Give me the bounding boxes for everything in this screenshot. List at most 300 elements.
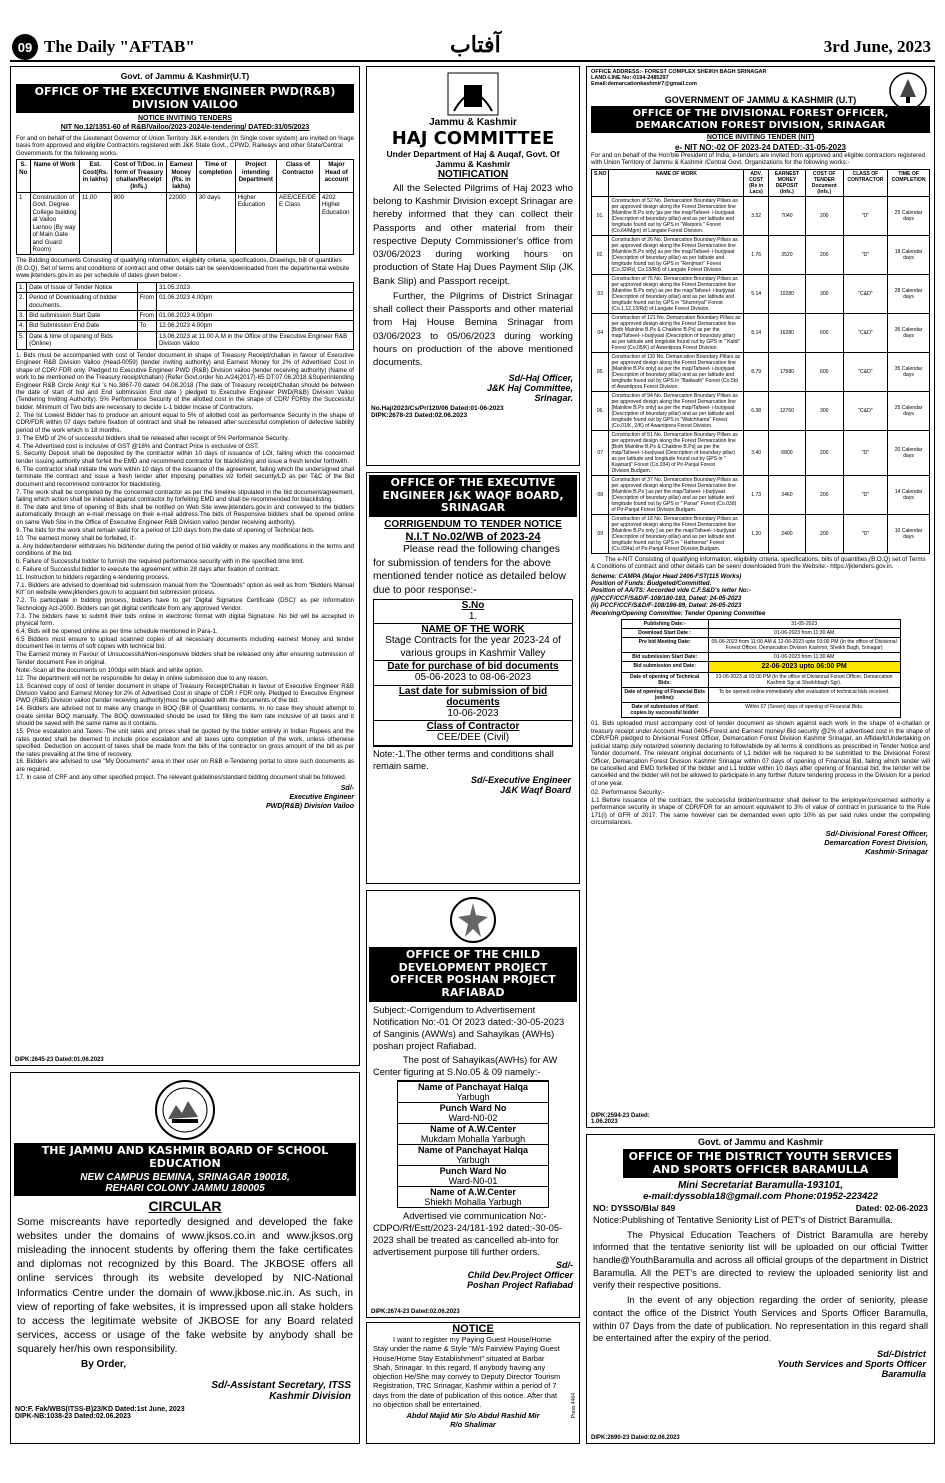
table-cell: 5. xyxy=(17,331,27,349)
waqf-row-label: S.No xyxy=(461,599,485,611)
table-row xyxy=(592,391,930,430)
table-cell: "D" xyxy=(843,475,888,514)
pg-notice-sign-name: Abdul Majid Mir S/o Abdul Rashid Mir xyxy=(406,1411,540,1420)
forest-sign-division: Demarcation Forest Division, xyxy=(824,837,928,847)
table-cell: 31.05.2023 xyxy=(156,282,353,292)
forest-addr-2: LAND-LINE No:-0194-2485297 xyxy=(591,75,669,81)
table-cell: 8.14 xyxy=(744,313,769,352)
table-cell xyxy=(137,331,156,349)
cdpo-corrigendum xyxy=(366,890,580,1318)
table-cell: 22000 xyxy=(166,192,196,255)
cdpo-row-label: Punch Ward No xyxy=(398,1102,548,1113)
table-cell: 01.06.2023 4.00pm xyxy=(156,293,353,311)
pwd-notice-heading: NOTICE INVITING TENDERS xyxy=(137,115,233,123)
table-header-cell: Project intending Department xyxy=(235,160,276,193)
table-cell: Construction of 26 No. Demarcation Boundary Pillars as per approved design along the Forest Demarcation line [Mainline B.Ps only] as per the map/Tafseel- i-burjiyaat (Description of boundary pillar) as per latitude and longitude found out by GPS in "Renjmarr" Forest (Co.32/Rd, Co.13/Rd) of Langate Forest Division. xyxy=(609,235,744,274)
haj-notification xyxy=(366,66,580,466)
forest-c11: 1.1 Before issuance of the contract, the successful bidder/contractor shall deliver to the employer/concerned authority a performance security in shape of CDR/FDR for an amount equivalent to 3% of value of contract in pursuance to the Rule 171(i) of GFR of 2017. The same however can be demanded even upto 10% as per said rules under the compelling circumstances. xyxy=(591,796,930,827)
haj-ref: No.Haj/2023/Cs/Pr/120/06 Dated:01-06-2023 xyxy=(371,405,504,413)
table-row xyxy=(17,331,354,349)
cdpo-p2: Advertised vie communication No:-CDPO/Rf/Estt/2023-24/181-192 dated:-30-05-2023 shall be treated as cancelled ab-into for advertisement purpose till further orders. xyxy=(373,1211,563,1258)
waqf-details-table xyxy=(373,599,573,747)
forest-sign-city: Kashmir-Srinagar xyxy=(865,846,928,856)
condition-item: 13. Scanned copy of cost of tender document in shape of Treasury Receipt/Challan in favour of Executive Engineer R&B Division Vailoo and Earnest Money for 2% of Advertised Cost in shape of CDR / FDR only. Pledged to Executive Engineer PWD (R&B) Division vailoo (tender receiving authority)must be uploaded with the documents of the bid. xyxy=(16,682,354,705)
condition-item: c. Failure of Successful bidder to execute the agreement within 28 days after fixation of contract. xyxy=(16,566,280,574)
table-cell: "D" xyxy=(843,430,888,475)
table-header-cell: Time of completion xyxy=(196,160,235,193)
cdpo-row-value: Ward-N0-01 xyxy=(448,1176,498,1187)
cdpo-row-value: Yarbugh xyxy=(456,1155,490,1166)
haj-sign-committee: J&K Haj Committee, xyxy=(486,383,573,394)
forest-c01: 01. Bids uploaded must accompany cost of tender document as shown against each work in the shape of e-challan or treasury receipt under Account Head 0406-Forest and Earnest money/ Bid security @2% of advertised cost in the shape of CDR/FDR pledged to Divisional Forest Officer, Demarcation Forest Division Kashmir Srinagar, an Affidavit/Undertaking on judicial stamp duly notarized solemnly declaring to follow/abide by all terms & conditions as prescribed in Tender Notice and Tender document. The relevant original documents of L1 bidder will be required to be submitted to the Divisional Forest Officer, Demarcation Forest Division Kashmir Srinagar within 07 days of opening of Financial Bid, failing which tender will be cancelled and EMD forfeited of the bidder and L1 bidder within 10 days after opening of financial bid, the tender will be cancelled and the bidder will not be allowed to participate in any further /future tendering process in the Division for a period of one year. xyxy=(591,720,930,787)
pg-notice-title: NOTICE xyxy=(452,1323,494,1335)
table-cell: Pre bid Meeting Date: xyxy=(621,638,708,653)
jkbose-ref: NO:F. Fak/WBS(ITSS-B)23/KD Dated:1st June, 2023 xyxy=(15,1405,185,1413)
table-row xyxy=(17,311,354,321)
table-cell: Construction of 37 No. Demarcation Boundary Pillars as per approved design along the Forest Demarcation line [Mainline B.Ps ] as per the map/Tafseel- i-burjiyaat (Description of boundary pillar) and as per latitude and longitude found out by GPS in " Panar" Forest (Co.03d) of Pir-Panjal Forest Division,Budgam. xyxy=(609,475,744,514)
table-cell: 12760 xyxy=(769,391,806,430)
dyss-gov: Govt. of Jammu and Kashmir xyxy=(697,1137,824,1147)
cdpo-row-label: Punch Ward No xyxy=(398,1165,548,1176)
condition-item: 3. The EMD of 2% of successful bidders shall be released after receipt of 5% Performance Security. xyxy=(16,434,289,442)
waqf-row-value: 1. xyxy=(374,611,572,625)
table-cell: 8.79 xyxy=(744,352,769,391)
table-cell: 3520 xyxy=(769,235,806,274)
table-cell: "D" xyxy=(843,196,888,235)
pg-notice-body: I want to register my Paying Guest House/Home Stay under the name & Style "M/s Fairview Paying Guest House/Home Stay Establishment" situated at Barbar Shah, Srinagar. In this regard, If anybody having any objection He/She may convey to Deputy Director Tourism Registration, TRC Srinagar, Kashmir within a period of 7 days from the date of publication of this notice. After that no objection shall be entertained. xyxy=(373,1335,561,1409)
table-cell: Construction of 51 No. Demarcation Boundary Pillars as per approved design along the Forest Demarcation line [Both Mainline B.Ps & Chakline B.Ps] as per the map/Tafseel- i-burjiyaat (Description of boundary pillar) as per latitude and longitude found out by GPS in " Kawnarji" Forest (Co.034) of Pir-Panjal Forest Division,Budgam. xyxy=(609,430,744,475)
table-cell: 7040 xyxy=(769,196,806,235)
table-cell: 200 xyxy=(805,475,843,514)
table-cell: Bid submission Start Date: xyxy=(621,653,708,662)
table-cell: 01-06-2023 from 11:30 AM xyxy=(708,629,900,638)
table-cell: Construction of 18 No. Demarcation Boundary Pillars as per approved design along the Forest Demarcation line [Mainline B.Ps only ] as per the map/Tafseel- i-burjiyaat (Description of boundary pillar) and as per latitude and longitude found out by GPS in " Hathornar" Forest (Co.034a) of Pir-Panjal Forest Division,Budgam. xyxy=(609,514,744,553)
waqf-corrigendum xyxy=(366,472,580,884)
table-cell: 3460 xyxy=(769,475,806,514)
cdpo-sign-title: Child Dev.Project Officer xyxy=(467,1270,573,1281)
table-cell: 4. xyxy=(17,321,27,331)
masthead xyxy=(10,34,935,62)
pwd-tender-ad xyxy=(10,66,360,1066)
forest-dept-seal-icon xyxy=(888,71,928,111)
table-cell: "C&D" xyxy=(843,313,888,352)
condition-item: 5. Security Deposit shall be deposited by the contractor within 10 days of issuance of LOI, failing which the concerned tender issuing authority shall forfeit the EMD and recommend contractor for blacklisting and issue a fresh tender forthwith. xyxy=(16,450,354,465)
table-cell: 02. xyxy=(592,235,609,274)
condition-item: 6. The contractor shall initiate the work within 10 days of the issuance of the agreement, failing which the undersigned shall terminate the contract and issue a fresh tender after imposing penalties viz forfeit security/LD as per T&C of the Bid document and recommend contractor for blacklisting. xyxy=(16,465,354,488)
table-cell: 10280 xyxy=(769,274,806,313)
forest-dipk: DIPK:2594-23 Dated: 1.06.2023 xyxy=(591,1113,650,1125)
table-header-cell: EARNEST MONEY DEPOSIT (Infs.) xyxy=(769,169,806,196)
table-cell: 1.76 xyxy=(744,235,769,274)
table-cell: 06. xyxy=(592,391,609,430)
condition-item: 12. The department will not be responsible for delay in online submission due to any reason. xyxy=(16,674,269,682)
table-cell: Date of Issue of Tender Notice xyxy=(27,282,137,292)
condition-item: 14. Bidders are advised not to make any change in BOQ (Bill of Quantities) contents. In no case they should attempt to create similar BOQ manually. The BOQ downloaded should be used for filling the item rate inclusive of all taxes and it should be saved with the same name as it contains. xyxy=(16,705,354,728)
table-row xyxy=(592,352,930,391)
haj-sub: Under Department of Haj & Auqaf, Govt. Of Jammu & Kashmir xyxy=(386,149,560,169)
dyss-p1: The Physical Education Teachers of District Baramulla are hereby informed that the tentative seniority list will be uploaded on our official Twitter handle@YouthBaramulla and across all official groups of the department in District Baramulla. All the PET's are directed to review the uploaded seniority list and verify their respective positions. xyxy=(593,1229,928,1291)
table-cell: 1. xyxy=(17,282,27,292)
forest-gov: GOVERNMENT OF JAMMU & KASHMIR (U.T) xyxy=(664,95,857,105)
table-cell: Publishing Date:- xyxy=(621,620,708,629)
table-cell: 6800 xyxy=(769,430,806,475)
haj-sign-officer: Sd/-Haj Officer, xyxy=(508,373,573,384)
jkbose-sign-title: Sd/-Assistant Secretary, ITSS xyxy=(211,1379,351,1391)
forest-addr-1: OFFICE ADDRESS:- FOREST COMPLEX SHEIKH BAGH SRINAGAR xyxy=(591,69,767,75)
cdpo-row-value: Ward-N0-02 xyxy=(448,1113,498,1124)
table-row xyxy=(592,196,930,235)
jkbose-addr2: REHARI COLONY JAMMU 180005 xyxy=(105,1183,265,1195)
forest-addr-3: Email:demarcationkashmir7@gmail.com xyxy=(591,81,697,87)
waqf-sign-title: Sd/-Executive Engineer xyxy=(470,774,571,785)
table-cell: Within 07 (Seven) days of opening of Financial Bids. xyxy=(708,703,900,718)
table-cell: 300 xyxy=(805,274,843,313)
pwd-conditions xyxy=(16,352,354,782)
table-cell: 04 xyxy=(592,313,609,352)
cdpo-row-value: Shiekh Mohalla Yarbugh xyxy=(424,1197,522,1208)
pwd-sign-division: PWD(R&B) Division Vailoo xyxy=(265,802,354,810)
table-cell: To be opened online immediately after evaluation of technical bids received. xyxy=(708,688,900,703)
table-cell: From xyxy=(137,311,156,321)
jkbose-dipk: DIPK-NB:1038-23 Dated:02.06.2023 xyxy=(15,1412,131,1420)
condition-item: 4. The Advertised cost is inclusive of GST @18% and Contract Price is exclusive of GST. xyxy=(16,442,259,450)
table-cell: Bid submission Start Date xyxy=(27,311,137,321)
table-cell: "C&D" xyxy=(843,391,888,430)
pwd-sign-title: Executive Engineer xyxy=(289,794,354,802)
pwd-schedule-intro: The Bidding documents Consisting of qualifying information, eligibility criteria, specifications, Drawings, bill of quantities (B.O.Q), Set of terms and conditions of contract and other details can be seen/downloaded from the departmental website www.jktenders.gov.in as per schedule of dates given below:- xyxy=(16,257,350,280)
table-cell: Construction of 76 No. Demarcation Boundary Pillars as per approved design along the Forest Demarcation line (Mainline B.Ps only) as per the map/Tafseel- i-burjiyaat (Description of boundary pillar) and as per latitude and longitude found out by GPS in "Shumriyal" Forest (Co.1,12,13/Rd) of Langate Forest Division. xyxy=(609,274,744,313)
waqf-row-value: 10-06-2023 xyxy=(374,708,572,722)
condition-item: a. Any bidder/tenderer withdraws his bid/tender during the period of bid validity or makes any modifications in the terms and conditions of the bid. xyxy=(16,542,354,558)
dyss-ref-no: NO: DYSSO/Bla/ 849 xyxy=(593,1203,676,1214)
condition-item: 9. The bids for the work shall remain valid for a period of 120 days from the date of opening of Technical bids. xyxy=(16,526,315,534)
haj-committee-logo-icon xyxy=(446,71,500,117)
table-row xyxy=(592,514,930,553)
table-cell: 35 Calendar days xyxy=(888,352,930,391)
pwd-dipk: DIPK:2645-23 Dated:01.06.2023 xyxy=(15,1057,104,1063)
haj-dipk: DIPK:2678-23 Dated:02.06.2023 xyxy=(371,412,468,420)
table-row xyxy=(621,688,900,703)
table-cell: 05. xyxy=(592,352,609,391)
jkbose-seal-icon xyxy=(154,1079,216,1141)
table-header-cell: Cost of T/Doc. in form of Treasury challan/Receipt (Infs.) xyxy=(111,160,166,193)
table-cell: 09 xyxy=(592,514,609,553)
table-cell xyxy=(137,282,156,292)
table-cell: 12.06.2023 4.00pm xyxy=(156,321,353,331)
table-cell: 600 xyxy=(805,313,843,352)
table-row xyxy=(592,274,930,313)
pg-notice-side-label: Press 4464 xyxy=(571,1393,577,1419)
table-cell: Construction of 121 No. Demarcation Boundary Pillars as per approved design along the Forest Demarcation line [Both Mainline B.Ps & Chakline B.Ps] as per the map/Tafseel- i-burjiyaat (Description of boundary pillar) as per latitude and longitude found out by GPS in " Kahil" Forest (Co.05/K) of Awantipora Forest Division. xyxy=(609,313,744,352)
table-row xyxy=(621,620,900,629)
table-cell: 01-06-2023 from 11:30 AM xyxy=(708,653,900,662)
issue-date: 3rd June, 2023 xyxy=(823,37,931,56)
table-cell: 17580 xyxy=(769,352,806,391)
table-cell: 1.73 xyxy=(744,475,769,514)
cdpo-subject: Subject:-Corrigendum to Advertisement Notification No:-01 Of 2023 dated:-30-05-2023 of Sanginis (AWWs) and Sahayikas (AWHs) poshan project Rafiabad. xyxy=(373,1004,565,1051)
table-cell: 6.38 xyxy=(744,391,769,430)
table-cell: Construction of 94 No. Demarcation Boundary Pillars as per approved design along the Forest Demarcation line [Mainline B.Ps only] as per the map/Tafseel- i-burjiyaat (Description of boundary pillar) and as per latitude and longitude found out by GPS in "Watchhama" Forest (Co.01/K, 2/K) of Awantipora Forest Division. xyxy=(609,391,744,430)
table-row xyxy=(621,703,900,718)
condition-item: 16. Bidders are advised to use "My Documents" area in their user on R&B e-Tendering portal to store such documents as are required. xyxy=(16,758,354,773)
table-row xyxy=(621,629,900,638)
table-cell: Download Start Date : xyxy=(621,629,708,638)
table-cell: 3.52 xyxy=(744,196,769,235)
condition-item: 2. The Ist Lowest Bidder has to produce an amount equal to 5% of allotted cost as performance Security in the shape of CDR/FDR within 07 days before fixation of contract and shall be released after successful completion of defective liability period of the work which is 18 months. xyxy=(16,411,354,434)
condition-item: 10. The earnest money shall be forfeited, if:- xyxy=(16,534,137,542)
table-cell: 08 xyxy=(592,475,609,514)
waqf-row-value: 05-06-2023 to 08-06-2023 xyxy=(374,672,572,686)
table-header-cell: Class of Contractor xyxy=(276,160,319,193)
dyss-notice: Notice:Publishing of Tentative Seniority List of PET's of District Baramulla. xyxy=(593,1215,893,1226)
cdpo-row-label: Name of A.W.Center xyxy=(398,1186,548,1197)
table-cell: "D" xyxy=(843,514,888,553)
table-header-cell: Major Head of account xyxy=(319,160,353,193)
jkbose-addr1: NEW CAMPUS BEMINA, SRINAGAR 190018, xyxy=(80,1172,290,1184)
cdpo-p1: The post of Sahayikas(AWHs) for AW Center figuring at S.No.05 & 09 namely:- xyxy=(373,1054,558,1077)
dyss-date: Dated: 02-06-2023 xyxy=(855,1203,928,1214)
table-cell: 05-06-2023 from 11:00 AM & 12-06-2023 upto 03:00 PM (In the office of Divisional Forest Officer, Demarcation Division Kashmir, Sheikh Bagh, Srinagar) xyxy=(708,638,900,653)
newspaper-logo: آفتاب xyxy=(450,32,501,58)
forest-position: Position of Funds: Budgeted/Committed. xyxy=(591,579,712,587)
condition-item: 7.3. The bidders have to submit their bids online in electronic format with digital Signature. No bid will be accepted in physical form. xyxy=(16,612,354,628)
table-header-cell: Est. Cost(Rs. in lakhs) xyxy=(79,160,111,193)
table-row xyxy=(17,282,354,292)
table-row xyxy=(621,662,900,673)
table-cell: 20 Calendar days xyxy=(888,430,930,475)
table-header-cell: S.NO xyxy=(592,169,609,196)
condition-item: Note:-Scan all the documents on 100dpi with black and white option. xyxy=(16,666,204,674)
table-cell: 14 Calendar days xyxy=(888,475,930,514)
forest-c02: 02. Performance Security:- xyxy=(591,789,665,797)
condition-item: The Earnest money in Favour of Unsuccessful/Non-responsive bidders shall be released only after ensuring submission of Tender document Fee in original. xyxy=(16,651,354,666)
waqf-row-label: Last date for submission of bid documents xyxy=(398,685,548,708)
cdpo-center-table xyxy=(397,1080,549,1208)
condition-item: 6.4. Bids will be opened online as per time schedule mentioned in Para-1. xyxy=(16,628,218,636)
table-cell: Higher Education xyxy=(235,192,276,255)
dyss-contact: e-mail:dyssobla18@gmail.com Phone:01952-223422 xyxy=(643,1191,878,1203)
condition-item: 17. In case of CRF and any other specified project. The relevant guidelines/standard bidding document shall be followed. xyxy=(16,773,347,781)
condition-item: 11. Instruction to bidders regarding e-tendering process. xyxy=(16,573,170,581)
table-cell: Period of Downloading of bidder documents. xyxy=(27,293,137,311)
condition-item: 1. Bids must be accompanied with cost of Tender document in shape of Treasury Receipt/challan in favour of Executive Engineer R&B Division Vailoo (Head-0059) (tender inviting authority) and Earnest Money for 2% of Advertised Cost in shape of CDR/ FDR only. Pledged to Executive Engineer PWD (R&B) Division vailoo (tender receiving authority) (Name of work to be mentioned on the Treasury receipt/challan) (Refer Govt.order No.A/24(2017)-65 DT:07.06.2018 &Superintending Engineer R&B Circle Anig/ Kul 's No.3867-70 dated: 04.08.2018 (The date of Treasury receipt/Challan should be between the date of start of bid and End submission End date ) pledged to Executive Engineer PWD(R&B) Division Vailoo (Tendering Inviting Authority). 5% Performance Security of the allotted cost in the shape of CDR/ FDRby the Successful bidder. Minimum of Two bids are necessary to decide L-1 bidder incase of Contractors. xyxy=(16,351,354,411)
table-cell: 200 xyxy=(805,235,843,274)
table-cell: 25 Calendar days xyxy=(888,196,930,235)
cdpo-row-label: Name of Panchayat Halqa xyxy=(398,1144,548,1155)
waqf-corr: CORRIGENDUM TO TENDER NOTICE xyxy=(384,518,562,530)
dyss-sign-title: Youth Services and Sports Officer xyxy=(777,1358,926,1369)
condition-item: 7. The work shall be completed by the concerned contractor as per the timeline stipulated in the bid document/agreement, failing which action shall be initiated against contractor by forfeiting EMD and shall be recommended for blacklisting. xyxy=(16,488,354,504)
table-cell: 25 Calendar days xyxy=(888,391,930,430)
cdpo-title: OFFICE OF THE CHILD DEVELOPMENT PROJECT OFFICER POSHAN PROJECT RAFIABAD xyxy=(369,947,577,1002)
table-cell: "C&D" xyxy=(843,352,888,391)
pwd-office-banner: OFFICE OF THE EXECUTIVE ENGINEER PWD(R&B) DIVISION VAILOO xyxy=(16,84,354,113)
table-cell: Construction of Govt. Degree College building at Vailoo Larnoo (By way of Main Gate and Guard Room) xyxy=(30,192,79,255)
dyss-title: OFFICE OF THE DISTRICT YOUTH SERVICES AND SPORTS OFFICER BARAMULLA xyxy=(623,1149,898,1178)
dyss-addr: Mini Secretariat Baramulla-193101, xyxy=(677,1180,844,1192)
jkbose-sign-div: Kashmir Division xyxy=(269,1390,351,1402)
forest-aa1: (i)PCCF/CCF/S&D/F-108/180-183, Dated: 24-05-2023 xyxy=(591,594,742,602)
forest-title: OFFICE OF THE DIVISIONAL FOREST OFFICER, DEMARCATION FOREST DIVISION, SRINAGAR xyxy=(591,106,930,133)
condition-item: 7.2. To participate in bidding process, bidders have to get 'Digital Signature Certificate (DSC)' as per Information Technology Act-2000. Bidders can get digital certificate from any approved Vendor. xyxy=(16,597,354,612)
haj-sign-city: Srinagar. xyxy=(534,393,573,404)
table-cell: Date & time of opening of Bids (Online) xyxy=(27,331,137,349)
condition-item: 15. Price escalation and Taxes:-The unit rates and prices shall be quoted by the bidder entirely in Indian Rupees and the rates quoted shall be deemed to include price escalation and all taxes upto completion of the work, unless otherwise specified. Deduction on account of taxes shall be made from the bills of the contractor on gross amount of the bill as per the rates prevailing at the time of recovery. xyxy=(16,728,354,758)
table-cell: 01.06.2023 4.00pm xyxy=(156,311,353,321)
jkbose-heading: CIRCULAR xyxy=(148,1198,222,1215)
haj-p1: All the Selected Pilgrims of Haj 2023 who belong to Kashmir Division except Srinagar are hereby informed that they can collect their Passports and other material from their respective Deputy Commissioner's office from 03/06/2023 during working hours on production of State Haj Dues Payment Slip (JK Bank Slip) and Passport receipt. xyxy=(373,183,573,287)
table-header-cell: CLASS OF CONTRACTOR xyxy=(843,169,888,196)
condition-item: 7.1. Bidders are advised to download bid submission manual from the "Downloads" option as well as from "Bidders Manual Kit" on website www.jktenders.gov.in to acquaint bid submission process. xyxy=(16,581,354,597)
forest-after: The e-NIT Consisting of qualifying information, eligibility criteria, specifications, bills of quantities,(B.O.Q) set of Terms & Conditions of contract and other details can be seen/ downloaded from the Website:- https://jktenders.gov.in. xyxy=(591,555,926,571)
cdpo-row-value: Mukdam Mohalla Yarbugh xyxy=(420,1134,526,1145)
pwd-gov: Govt. of Jammu & Kashmir(U.T) xyxy=(120,71,250,81)
waqf-row-label: Class of Contractor xyxy=(426,721,520,733)
table-cell: Bid submission end Date: xyxy=(621,662,708,673)
table-cell: 2400 xyxy=(769,514,806,553)
pwd-nit: NIT No.12/1351-60 of R&B/Vailoo/2023-2024/e-tendering/ DATED:31/05/2023 xyxy=(60,124,310,132)
pg-notice-sign-addr: R/o Shalimar xyxy=(450,1420,496,1429)
forest-aats: Position of AA/TS: Accorded vide C.F.S&D's letter No:- xyxy=(591,587,751,595)
forest-aa2: (ii) PCCF/CCF/S&D/F-108/186-89, Dated: 26-05-2023 xyxy=(591,602,742,610)
table-row xyxy=(592,235,930,274)
table-cell: 300 xyxy=(805,391,843,430)
waqf-note: Note:-1.The other terms and conditions shall remain same. xyxy=(373,748,554,771)
forest-works-table xyxy=(591,169,930,554)
cdpo-row-value: Yarbugh xyxy=(456,1092,490,1103)
table-cell: 4202 Higher Education xyxy=(319,192,353,255)
table-header-cell: S. No xyxy=(17,160,31,193)
table-header-cell: Earnest Money (Rs. in lakhs) xyxy=(166,160,196,193)
cdpo-row-label: Name of A.W.Center xyxy=(398,1123,548,1134)
dyss-sign-sd: Sd/-District xyxy=(876,1348,926,1359)
dyss-p2: In the event of any objection regarding the order of seniority, please contact the office of the District Youth Services and Sports Officer Baramulla, within 07 Days from the date of publication. No representation in this regard shall be entertained after the expiry of the period. xyxy=(593,1295,928,1344)
table-cell: Bid Submission End Date xyxy=(27,321,137,331)
table-cell: From xyxy=(137,293,156,311)
table-cell: 07 xyxy=(592,430,609,475)
haj-title: HAJ COMMITTEE xyxy=(391,128,555,149)
table-cell: 35 Calendar days xyxy=(888,313,930,352)
jkbose-title: THE JAMMU AND KASHMIR BOARD OF SCHOOL EDUCATION xyxy=(14,1143,356,1172)
table-cell: "C&D" xyxy=(843,274,888,313)
condition-item: 8. The date and time of opening of Bids shall be notified on Web Site www.jktenders.gov.in and conveyed to the bidders automatically through an e-mail message on their e-mail address.The bids of Responsive bidders shall be opened online on same Web Site in the Office of Executive Engineer R&B Division vailoo (tender receiving authority). xyxy=(16,504,354,526)
dyss-notice xyxy=(586,1134,935,1444)
haj-state: Jammu & Kashmir xyxy=(429,117,517,128)
jk-emblem-icon xyxy=(446,895,500,945)
table-cell: AEE/CEE/DE E Class xyxy=(276,192,319,255)
pwd-intro: For and on behalf of the Lieutenant Governor of Union Territory J&K e-tenders (In Single cover system) are invited on %age basis from approved and eligible Contractors registered with J&K State Govt., CPWD, Railways and other State/Central Governments for the following works. xyxy=(16,134,354,157)
table-cell: 3.40 xyxy=(744,430,769,475)
table-row xyxy=(621,673,900,688)
table-cell: 600 xyxy=(805,352,843,391)
jkbose-body: Some miscreants have reportedly designed and developed the fake websites under the domains of www.jksos.co.in and www.jksos.org misleading the innocent students by offering them the fake certificates and diplomas not recognized by this Board. The JKBOSE offers all online services through its website developed by NIC-National Informatics Centre under the domain of www.jkbose.nic.in. As such, in view of reporting of fake websites, it is impressed upon all stake holders to access the legitimate website of JKBOSE for any Board related services, access or usage of the fake website by anybody shall be squarely her/his own responsibility. xyxy=(17,1217,353,1355)
table-header-cell: Name of Work xyxy=(30,160,79,193)
table-cell: 200 xyxy=(805,430,843,475)
table-cell: 30 days xyxy=(196,192,235,255)
haj-p2: Further, the Pilgrims of District Srinagar shall collect their Passports and other material from Haj House Bemina Srinagar from 03/06/2023 to 05/06/2023 during working hours on production of the above mentioned documents. xyxy=(373,290,573,369)
table-cell: 200 xyxy=(805,196,843,235)
table-row xyxy=(17,293,354,311)
table-cell: 28 Calendar days xyxy=(888,274,930,313)
pwd-work-table xyxy=(16,159,354,255)
forest-intro: For and on behalf of the Hon'ble President of India, e-tenders are invited from approved and eligible contractors registered with Union Territory of Jammu & Kashmir /Central Govt. Organizations for the following works:- xyxy=(591,151,926,167)
pwd-sign-sd: Sd/- xyxy=(340,785,354,793)
cdpo-sign-sd: Sd/- xyxy=(556,1260,573,1271)
table-cell: 23-06-2023 at 03:00 PM (In the office of Divisional Forest Officer, Demarcation Kashmir Sgr at Sheikhbagh Sgr). xyxy=(708,673,900,688)
table-row xyxy=(592,475,930,514)
table-header-cell: COST OF TENDER Document (Infs.) xyxy=(805,169,843,196)
table-cell: 18 Calendar days xyxy=(888,235,930,274)
forest-sign-title: Sd/-Divisional Forest Officer, xyxy=(825,828,928,838)
haj-heading: NOTIFICATION xyxy=(437,169,509,180)
forest-nit: e- NIT NO:-02 OF 2023-24 DATED:-31-05-2023 xyxy=(674,142,847,152)
forest-recv: Receiving/Opening Committee: Tender Opening Committee xyxy=(591,609,766,617)
condition-item: 6.5 Bidders must ensure to upload scanned copies of all necessary documents including earnest Money and tender document fee in terms of soft copies with technical bid. xyxy=(16,635,354,651)
table-cell: 13.06.2023 at 11.00 A.M in the Office of the Executive Engineer R&B Division Vailoo xyxy=(156,331,353,349)
jkbose-by-order: By Order, xyxy=(81,1358,127,1370)
forest-tender-ad xyxy=(586,66,935,1128)
table-cell: 5.14 xyxy=(744,274,769,313)
table-cell: To xyxy=(137,321,156,331)
newspaper-name: The Daily "AFTAB" xyxy=(44,37,195,56)
cdpo-sign-project: Poshan Project Rafiabad xyxy=(466,1280,573,1291)
dyss-sign-city: Baramulla xyxy=(881,1368,926,1379)
table-cell: 03 xyxy=(592,274,609,313)
table-cell: 31-05-2023 xyxy=(708,620,900,629)
table-cell: 11.00 xyxy=(79,192,111,255)
table-cell: 3. xyxy=(17,311,27,321)
waqf-title: OFFICE OF THE EXECUTIVE ENGINEER J&K WAQF BOARD, SRINAGAR xyxy=(369,475,577,517)
table-cell: 16280 xyxy=(769,313,806,352)
waqf-row-label: Date for purchase of bid documents xyxy=(387,661,559,673)
table-header-cell: ADV. COST (Rs in Lacs) xyxy=(744,169,769,196)
forest-scheme: Scheme: CAMPA (Major Head 2406-FST(115 Works) xyxy=(591,572,742,580)
table-header-cell: NAME OF WORK xyxy=(609,169,744,196)
table-cell: 800 xyxy=(111,192,166,255)
table-cell: 22-06-2023 upto 06:00 PM xyxy=(708,662,900,673)
table-cell: 10 Calendar days xyxy=(888,514,930,553)
forest-notice: NOTICE INVITING TENDER (NIT) xyxy=(706,134,815,141)
table-cell: 1.20 xyxy=(744,514,769,553)
table-header-cell: TIME OF COMPLETION xyxy=(888,169,930,196)
table-row xyxy=(17,321,354,331)
table-cell: Construction of 52 No. Demarcation Boundary Pillars as per approved design along the Forest Demarcation line [Mainline B.Ps only ]as per the map/Tafseel- i-burjiyaat (Description of boundary pillar) and as per latitude and longitude found out by GPS in "Warpora " Forest (Co.64/Mgm) of Langate Forest Division. xyxy=(609,196,744,235)
waqf-nit: N.I.T No.02/WB of 2023-24 xyxy=(405,531,541,544)
forest-schedule-table xyxy=(621,619,901,718)
waqf-row-value: Stage Contracts for the year 2023-24 of various groups in Kashmir Valley xyxy=(374,635,572,661)
table-row xyxy=(592,430,930,475)
waqf-sign-org: J&K Waqf Board xyxy=(500,784,571,795)
table-cell: Construction of 110 No. Demarcation Boundary Pillars as per approved design along the Forest Demarcation line [Mainline B.Ps only] as per the map/Tafseel- i-burjiyaat (Description of boundary pillar) and as per latitude and longitude found out by GPS in "Badwath" Forest (Co.5b) of Awantipora Forest Division. xyxy=(609,352,744,391)
condition-item: b. Failure of Successful bidder to furnish the required performance security with in the specified time limit. xyxy=(16,558,305,566)
cdpo-dipk: DIPK:2674-23 Dated:02.06.2023 xyxy=(371,1309,460,1315)
waqf-p1: Please read the following changes for submission of tenders for the above mentioned tender notice as detailed below due to poor response:- xyxy=(373,544,566,596)
waqf-row-value: CEE/DEE (Civil) xyxy=(374,732,572,746)
table-row xyxy=(621,653,900,662)
table-cell: Date of opening of Technical Bids: xyxy=(621,673,708,688)
cdpo-row-label: Name of Panchayat Halqa xyxy=(398,1081,548,1092)
table-row xyxy=(592,313,930,352)
table-cell: "D" xyxy=(843,235,888,274)
waqf-row-label: NAME OF THE WORK xyxy=(421,624,525,636)
page-number: 09 xyxy=(12,34,38,60)
jkbose-circular xyxy=(10,1072,360,1444)
table-cell: 01. xyxy=(592,196,609,235)
table-cell: 1 xyxy=(17,192,31,255)
pwd-schedule-table xyxy=(16,282,354,350)
table-cell: 2. xyxy=(17,293,27,311)
table-cell: Date of submission of Hard copies by successful bidder xyxy=(621,703,708,718)
